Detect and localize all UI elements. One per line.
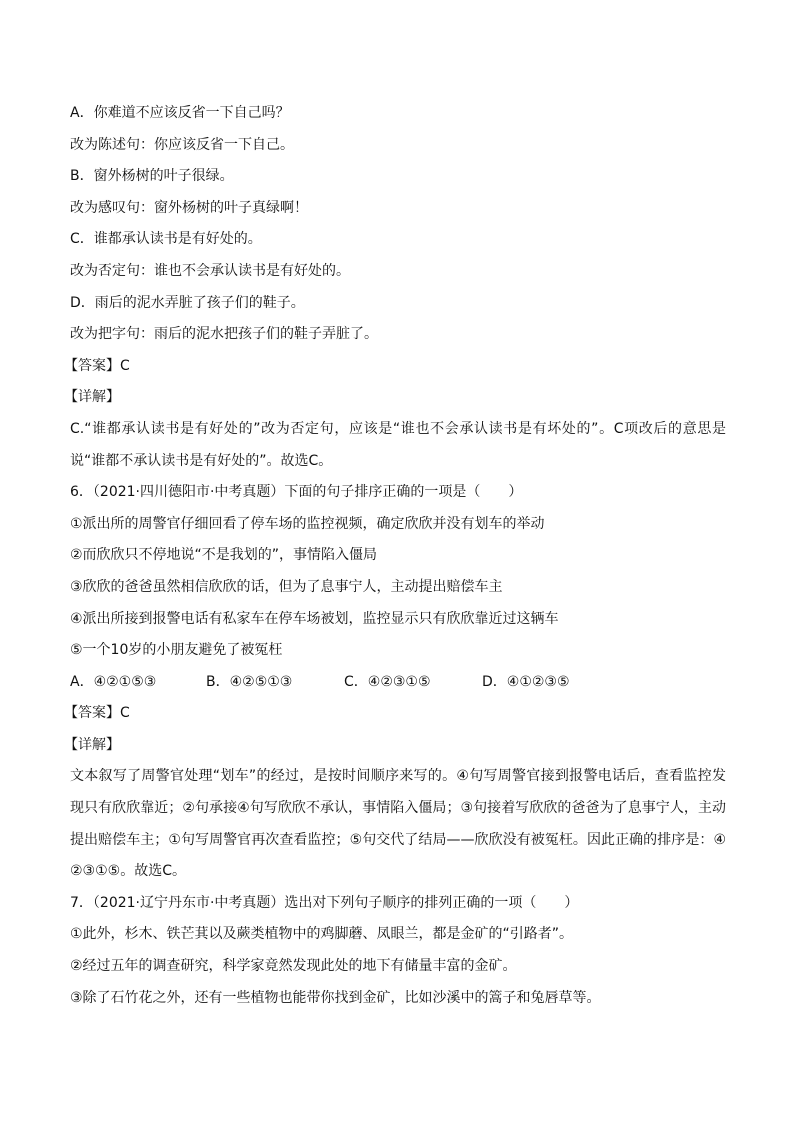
question-6-sentence-4: ④派出所接到报警电话有私家车在停车场被划，监控显示只有欣欣靠近过这辆车 bbox=[70, 610, 559, 627]
question-7-stem: 7．（2021·辽宁丹东市·中考真题）选出对下列句子顺序的排列正确的一项（ ） bbox=[70, 894, 579, 911]
option-b-rewrite: 改为感叹句：窗外杨树的叶子真绿啊！ bbox=[70, 199, 308, 216]
document-body bbox=[64, 98, 726, 1014]
question-6-sentence-5: ⑤一个10岁的小朋友避免了被冤枉 bbox=[70, 642, 283, 659]
question-7-sentence-1: ①此外，杉木、铁芒萁以及蕨类植物中的鸡脚蘑、凤眼兰，都是金矿的“引路者”。 bbox=[70, 926, 574, 943]
explanation-paragraph-1: C.“谁都承认读书是有好处的”改为否定句，应该是“谁也不会承认读书是有坏处的”。C项改后的意思是说“谁都不承认读书是有好处的”。故选C。 bbox=[70, 420, 726, 469]
question-6-sentence-3: ③欣欣的爸爸虽然相信欣欣的话，但为了息事宁人，主动提出赔偿车主 bbox=[70, 578, 503, 595]
question-6-sentence-2: ②而欣欣只不停地说“不是我划的”，事情陷入僵局 bbox=[70, 547, 378, 564]
option-d-rewrite: 改为把字句：雨后的泥水把孩子们的鞋子弄脏了。 bbox=[70, 326, 378, 343]
detail-label-2: 【详解】 bbox=[64, 736, 120, 753]
question-6-stem: 6．（2021·四川德阳市·中考真题）下面的句子排序正确的一项是（ ） bbox=[70, 484, 523, 501]
option-c-text: C．谁都承认读书是有好处的。 bbox=[70, 231, 262, 248]
option-a-text: A．你难道不应该反省一下自己吗？ bbox=[70, 105, 290, 121]
option-a-rewrite: 改为陈述句：你应该反省一下自己。 bbox=[70, 136, 294, 153]
question-6-option-a: A．④②①⑤③ bbox=[70, 673, 157, 690]
explanation-paragraph-2: 文本叙写了周警官处理“划车”的经过，是按时间顺序来写的。④句写周警官接到报警电话后，查看监控发现只有欣欣靠近；②句承接④句写欣欣不承认，事情陷入僵局；③句接着写欣欣的爸爸为了息事宁人，主动提出赔偿车主；①句写周警官再次查看监控；⑤句交代了结局——欣欣没有被冤枉。因此正确的排序是：④②③①⑤。故选C。 bbox=[70, 768, 726, 880]
question-6-sentence-1: ①派出所的周警官仔细回看了停车场的监控视频，确定欣欣并没有划车的举动 bbox=[70, 515, 545, 532]
question-6-option-d: D．④①②③⑤ bbox=[482, 673, 570, 690]
option-b-text: B．窗外杨树的叶子很绿。 bbox=[70, 168, 234, 185]
question-7-sentence-3: ③除了石竹花之外，还有一些植物也能带你找到金矿，比如沙溪中的篙子和兔唇草等。 bbox=[70, 989, 601, 1006]
detail-label-1: 【详解】 bbox=[64, 389, 120, 406]
answer-label-2: 【答案】C bbox=[64, 705, 130, 722]
question-6-option-c: C．④②③①⑤ bbox=[344, 673, 431, 690]
answer-label-1: 【答案】C bbox=[64, 357, 130, 374]
question-6-option-b: B．④②⑤①③ bbox=[206, 673, 293, 690]
question-6-options bbox=[70, 667, 726, 699]
question-7-sentence-2: ②经过五年的调查研究，科学家竟然发现此处的地下有储量丰富的金矿。 bbox=[70, 958, 517, 975]
option-d-text: D．雨后的泥水弄脏了孩子们的鞋子。 bbox=[70, 294, 305, 311]
option-c-rewrite: 改为否定句：谁也不会承认读书是有好处的。 bbox=[70, 262, 350, 279]
